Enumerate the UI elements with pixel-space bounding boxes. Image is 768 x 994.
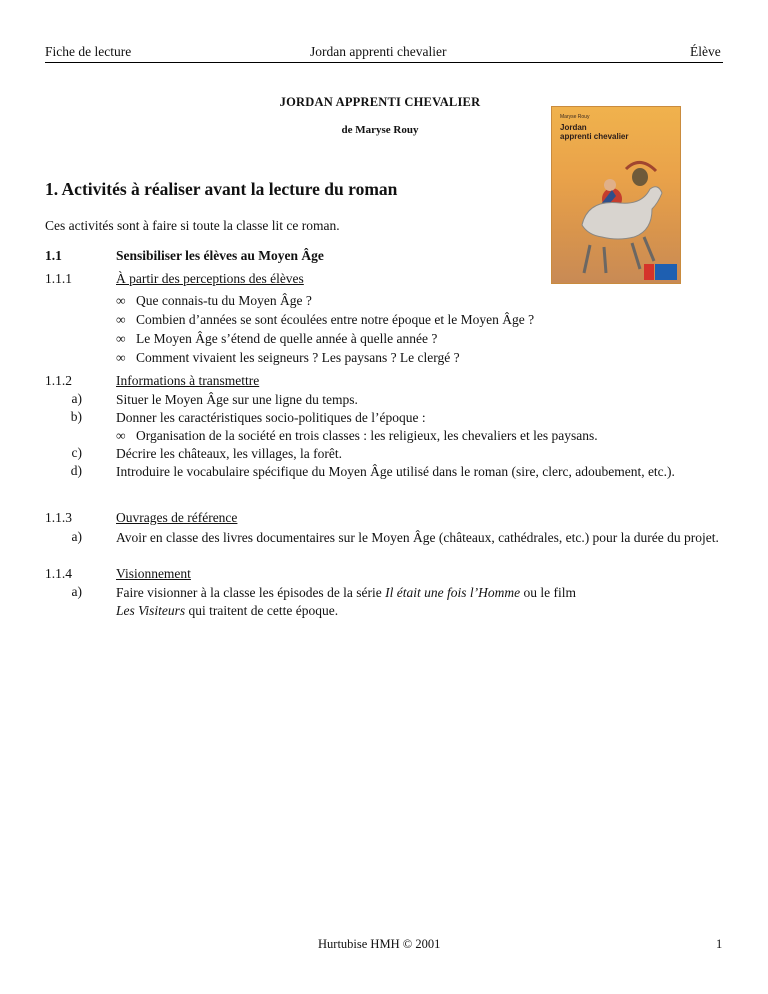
header-rule	[45, 62, 723, 63]
list-item: ∞ Que connais-tu du Moyen Âge ?	[116, 293, 312, 308]
document-title: JORDAN APPRENTI CHEVALIER	[279, 95, 481, 109]
page-number: 1	[716, 937, 723, 951]
item-letter: c)	[71, 445, 82, 460]
item-number: 1.1.2	[45, 373, 72, 388]
item-letter: a)	[71, 391, 82, 406]
cover-title-line2: apprenti chevalier	[560, 132, 629, 141]
item-text: Les Visiteurs qui traitent de cette époque.	[116, 603, 339, 618]
bullet-icon: ∞	[116, 350, 126, 365]
figure-head	[632, 168, 648, 186]
cover-red-mark	[644, 264, 654, 280]
list-item: ∞ Combien d’années se sont écoulées entre notre époque et le Moyen Âge ?	[116, 312, 535, 327]
cover-author: Maryse Rouy	[560, 114, 590, 120]
item-text: Décrire les châteaux, les villages, la forêt.	[116, 446, 343, 461]
item-number: 1.1.3	[45, 510, 72, 525]
list-item: ∞ Le Moyen Âge s’étend de quelle année à quelle année ?	[116, 331, 438, 346]
item-letter: d)	[70, 463, 82, 478]
item-number: 1.1.4	[45, 566, 72, 581]
item-title: À partir des perceptions des élèves	[116, 271, 304, 286]
item-letter: a)	[71, 584, 82, 599]
bullet-icon: ∞	[116, 331, 126, 346]
knight-head	[604, 179, 616, 191]
item-text: Donner les caractéristiques socio-politiques de l’époque :	[116, 410, 426, 425]
horse-body	[582, 187, 662, 239]
item-text: Faire visionner à la classe les épisodes de la série Il était une fois l’Homme ou le film	[116, 585, 577, 600]
list-item: ∞ Comment vivaient les seigneurs ? Les paysans ? Le clergé ?	[116, 350, 460, 365]
item-letter: a)	[71, 529, 82, 544]
footer-copyright: Hurtubise HMH © 2001	[318, 937, 441, 951]
header-right: Élève	[690, 44, 721, 59]
section-heading: 1. Activités à réaliser avant la lecture du roman	[45, 179, 398, 199]
subsection-title: Sensibiliser les élèves au Moyen Âge	[116, 248, 324, 263]
bullet-icon: ∞	[116, 293, 126, 308]
subsection-number: 1.1	[45, 248, 62, 263]
item-text: Situer le Moyen Âge sur une ligne du temps.	[116, 392, 358, 407]
item-title: Visionnement	[116, 566, 191, 581]
section-intro: Ces activités sont à faire si toute la classe lit ce roman.	[45, 218, 340, 233]
document-author: de Maryse Rouy	[341, 124, 419, 136]
perception-questions	[116, 291, 726, 367]
publisher-logo	[655, 264, 677, 280]
header-left: Fiche de lecture	[45, 44, 132, 59]
bullet-icon: ∞	[116, 428, 126, 443]
item-title: Informations à transmettre	[116, 373, 260, 388]
bullet-icon: ∞	[116, 312, 126, 327]
item-number: 1.1.1	[45, 271, 72, 286]
item-text: Introduire le vocabulaire spécifique du Moyen Âge utilisé dans le roman (sire, clerc, adoubement, etc.).	[116, 464, 675, 479]
header-center: Jordan apprenti chevalier	[310, 44, 447, 59]
item-text: Avoir en classe des livres documentaires sur le Moyen Âge (châteaux, cathédrales, etc.) pour la durée du projet.	[116, 530, 719, 545]
item-title: Ouvrages de référence	[116, 510, 238, 525]
list-item: ∞ Organisation de la société en trois classes : les religieux, les chevaliers et les paysans.	[116, 428, 598, 443]
cover-title-line1: Jordan	[560, 123, 587, 132]
item-letter: b)	[70, 409, 82, 424]
